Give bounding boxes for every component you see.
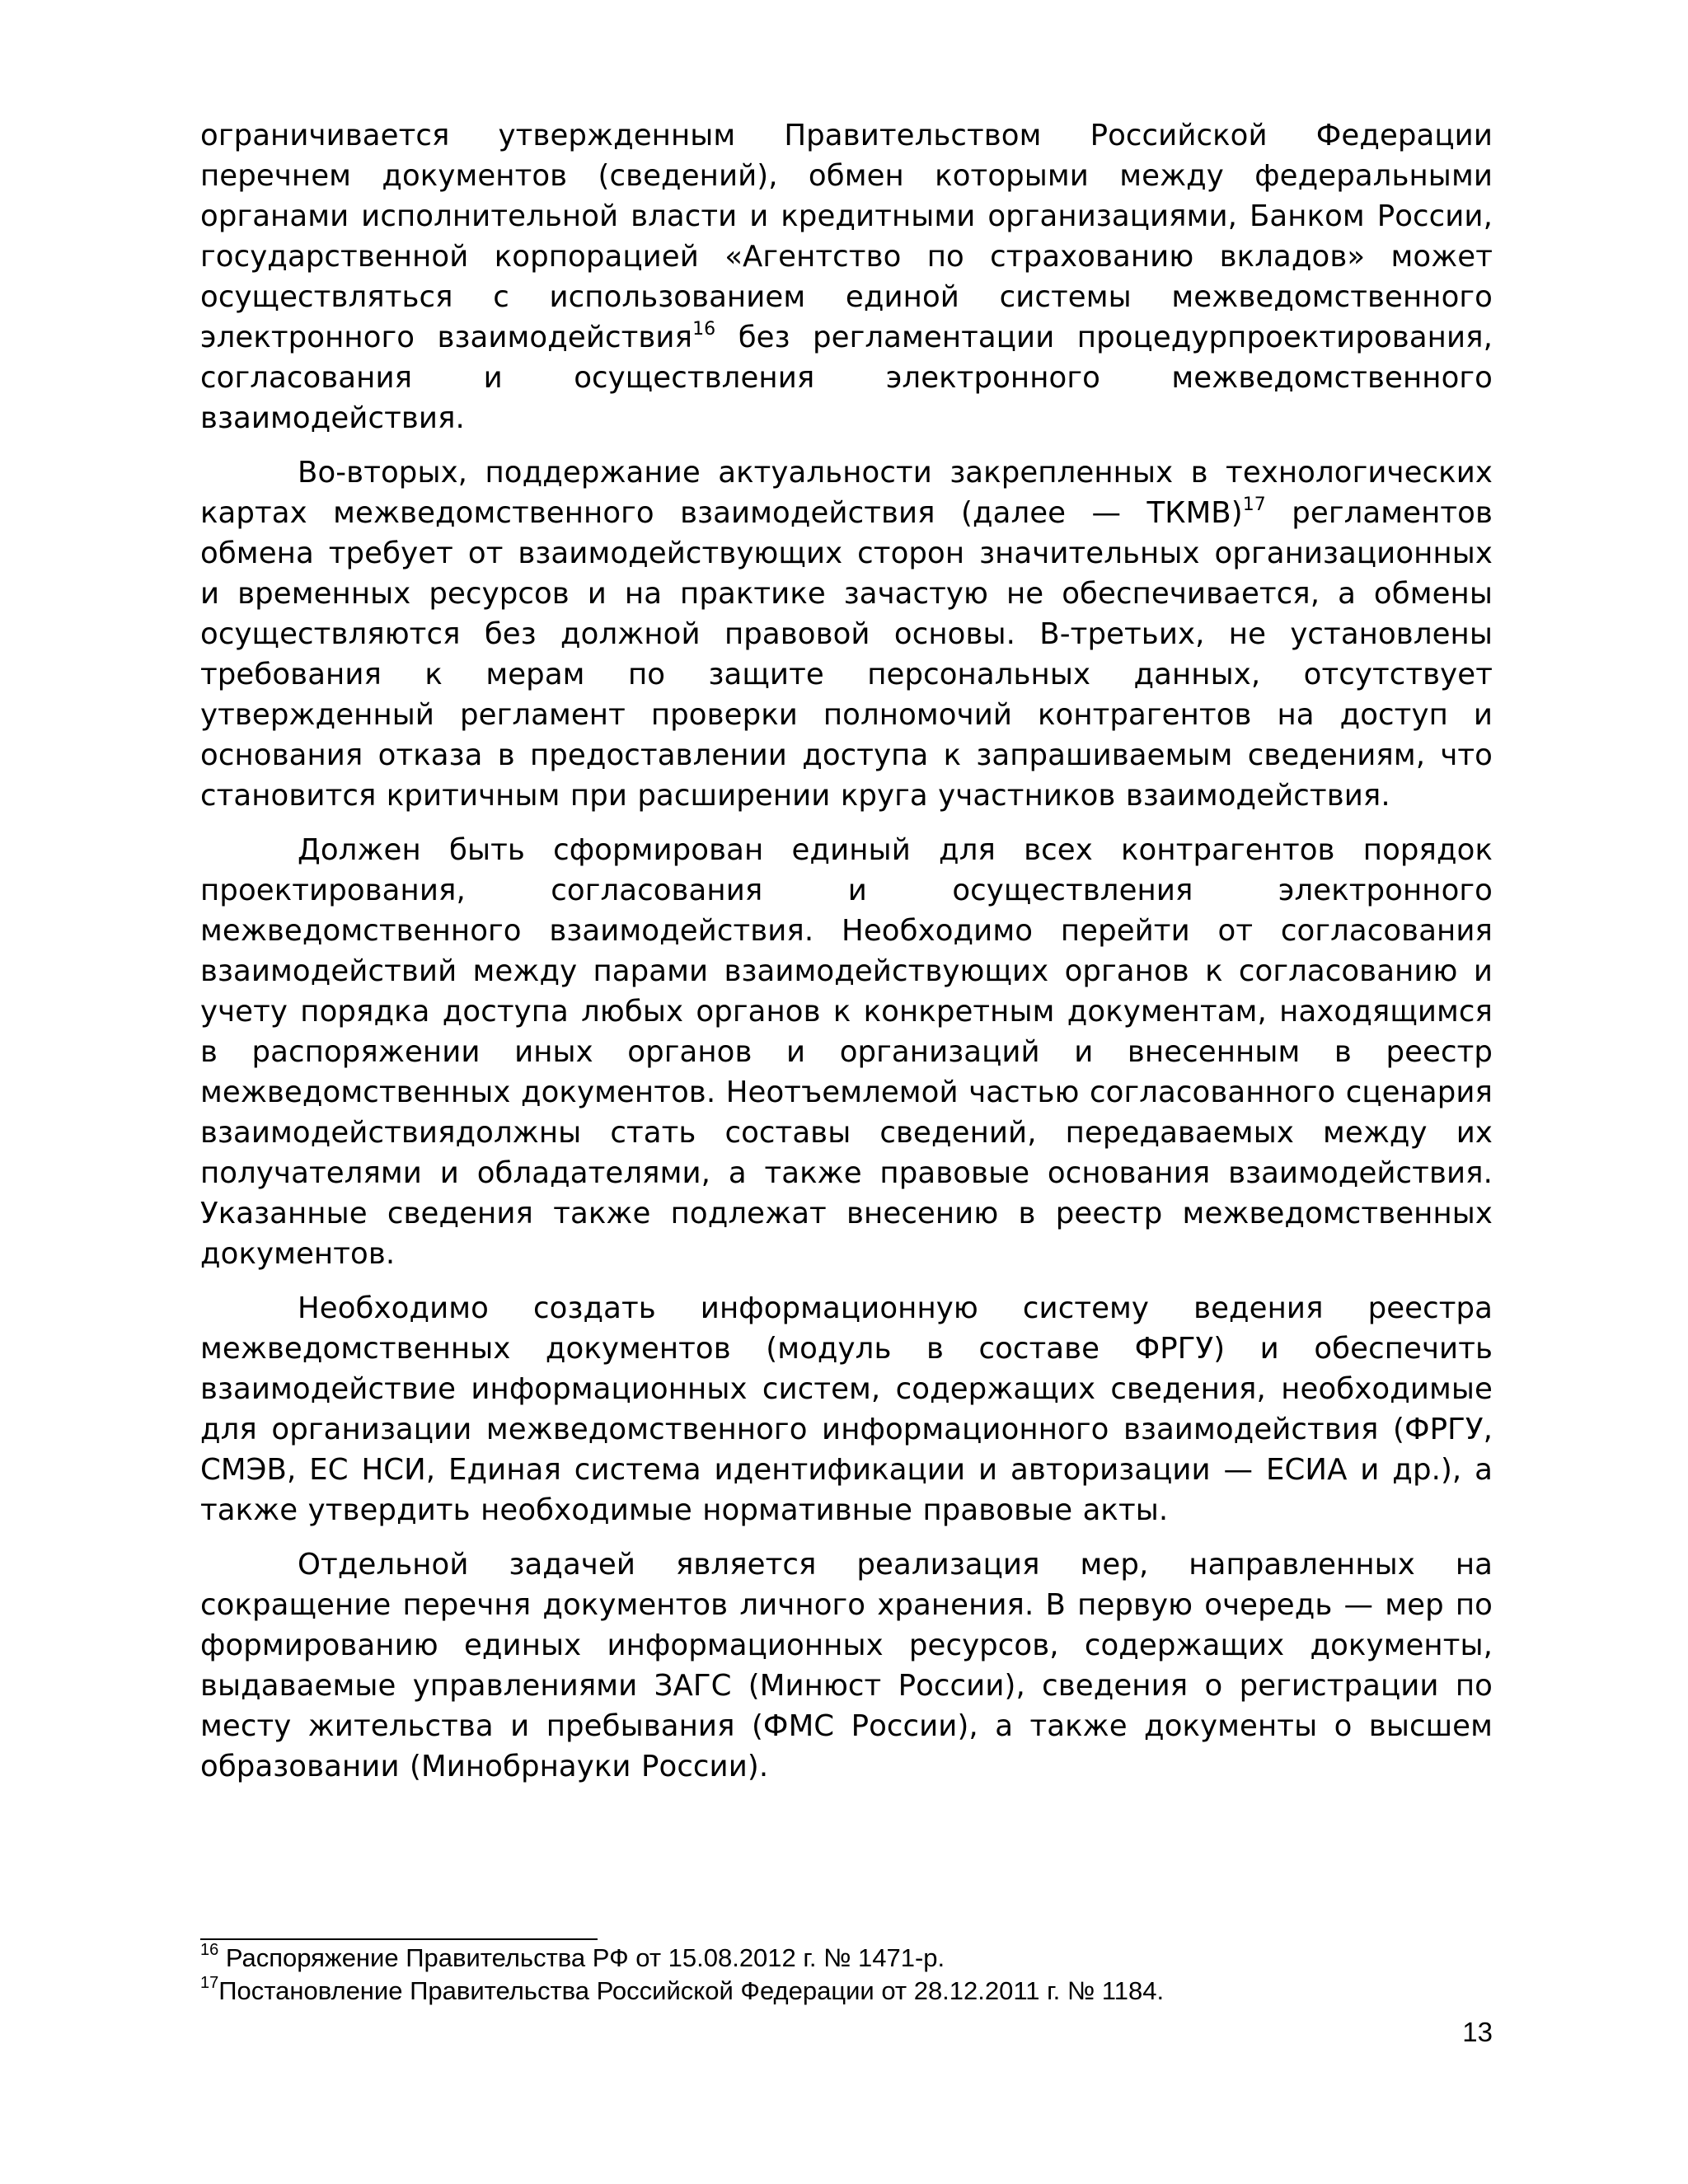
footnote-separator [200,1938,598,1940]
footnote-number: 16 [200,1941,219,1959]
paragraph-text: Во-вторых, поддержание актуальности закрепленных в технологических картах межведомственного взаимодействия (далее — ТКМВ) [200,456,1493,530]
paragraph-text: Должен быть сформирован единый для всех контрагентов порядок проектирования, согласования и осуществления электронного межведомственного взаимодействия. Необходимо перейти от согласования взаимодействий между парами взаимодействующих органов к согласованию и учету порядка доступа любых органов к конкретным документам, находящимся в распоряжении иных органов и организаций и внесенным в реестр межведомственных документов. Неотъемлемой частью согласованного сценария взаимодействиядолжны стать составы сведений, передаваемых между их получателями и обладателями, а также правовые основания взаимодействия. Указанные сведения также подлежат внесению в реестр межведомственных документов. [200,833,1493,1271]
paragraph-text: Необходимо создать информационную систему ведения реестра межведомственных документов (модуль в составе ФРГУ) и обеспечить взаимодействие информационных систем, содержащих сведения, необходимые для организации межведомственного информационного взаимодействия (ФРГУ, СМЭВ, ЕС НСИ, Единая система идентификации и авторизации — ЕСИА и др.), а также утвердить необходимые нормативные правовые акты. [200,1291,1493,1527]
paragraph-unified-procedure [200,830,1493,1274]
footnote-text: Распоряжение Правительства РФ от 15.08.2012 г. № 1471-р. [218,1943,945,1972]
footnote-17 [200,1975,1493,2008]
paragraph-second [200,452,1493,816]
footnote-number: 17 [200,1974,219,1992]
footnotes [200,1942,1493,2008]
footnote-reference: 17 [1242,494,1266,515]
paragraph-text: Отдельной задачей является реализация мер, направленных на сокращение перечня документов личного хранения. В первую очередь — мер по формированию единых информационных ресурсов, содержащих документы, выдаваемые управлениями ЗАГС (Минюст России), сведения о регистрации по месту жительства и пребывания (ФМС России), а также документы о высшем образовании (Минобрнауки России). [200,1548,1493,1783]
page-number: 13 [1462,2017,1493,2047]
footnote-reference: 16 [692,319,716,340]
paragraph-registry-system [200,1288,1493,1530]
paragraph-text: без регламентации процедурпроектирования, согласования и осуществления электронного межведомственного взаимодействия. [200,321,1493,435]
paragraph-continuation [200,115,1493,438]
paragraph-text: ограничивается утвержденным Правительством Российской Федерации перечнем документов (сведений), обмен которыми между федеральными органами исполнительной власти и кредитными организациями, Банком России, государственной корпорацией «Агентство по страхованию вкладов» может осуществляться с использованием единой системы межведомственного электронного взаимодействия [200,119,1493,354]
body-text [200,115,1493,1801]
paragraph-personal-documents [200,1544,1493,1787]
footnote-text: Постановление Правительства Российской Федерации от 28.12.2011 г. № 1184. [218,1976,1165,2005]
footnote-16 [200,1942,1493,1975]
paragraph-text: регламентов обмена требует от взаимодействующих сторон значительных организационных и временных ресурсов и на практике зачастую не обеспечивается, а обмены осуществляются без должной правовой основы. В-третьих, не установлены требования к мерам по защите персональных данных, отсутствует утвержденный регламент проверки полномочий контрагентов на доступ и основания отказа в предоставлении доступа к запрашиваемым сведениям, что становится критичным при расширении круга участников взаимодействия. [200,496,1493,813]
